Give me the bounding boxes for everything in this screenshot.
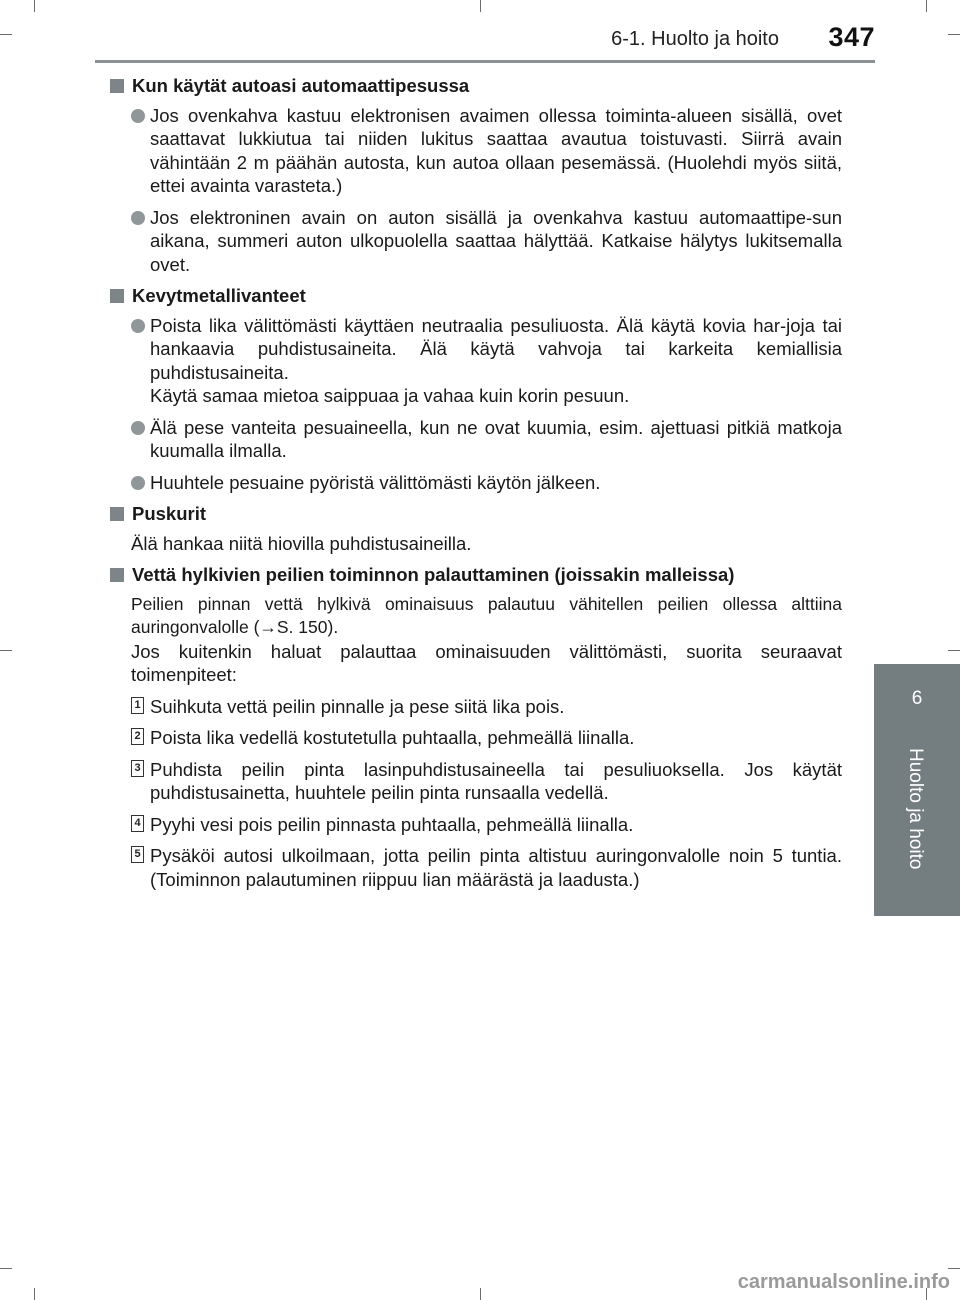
crop-mark bbox=[0, 34, 12, 35]
step-item bbox=[110, 758, 842, 805]
round-bullet-icon bbox=[131, 109, 145, 123]
paragraph-line: Peilien pinnan vettä hylkivä ominaisuus palautuu vähitellen peilien ollessa alttiina auringonvalolle (→S. 150). bbox=[131, 593, 842, 637]
step-text: Suihkuta vettä peilin pinnalle ja pese siitä lika pois. bbox=[150, 695, 565, 717]
heading-text: Kun käytät autoasi automaattipesussa bbox=[132, 75, 470, 96]
chapter-number: 6 bbox=[911, 688, 923, 709]
page-content bbox=[110, 74, 842, 899]
crop-mark bbox=[0, 1268, 12, 1269]
step-number-box: 2 bbox=[131, 728, 144, 745]
step-item bbox=[110, 813, 842, 837]
bullet-text: Käytä samaa mietoa saippuaa ja vahaa kuin korin pesuun. bbox=[150, 385, 630, 406]
square-bullet-icon bbox=[110, 568, 124, 582]
bullet-text: Huuhtele pesuaine pyöristä välittömästi käytön jälkeen. bbox=[150, 471, 601, 493]
step-item bbox=[110, 695, 842, 719]
crop-mark bbox=[480, 1288, 481, 1300]
paragraph-line: Jos kuitenkin haluat palauttaa ominaisuuden välittömästi, suorita seuraavat toimenpiteet: bbox=[131, 640, 842, 685]
bullet-item bbox=[110, 206, 842, 277]
round-bullet-icon bbox=[131, 476, 145, 490]
bullet-item bbox=[110, 416, 842, 463]
paragraph bbox=[110, 593, 842, 687]
step-number-box: 3 bbox=[131, 760, 144, 777]
section-heading bbox=[110, 74, 842, 98]
step-text: Poista lika vedellä kostutetulla puhtaalla, pehmeällä liinalla. bbox=[150, 727, 635, 748]
chapter-label: Huolto ja hoito bbox=[905, 748, 926, 870]
crop-mark bbox=[948, 1268, 960, 1269]
step-item bbox=[110, 844, 842, 891]
section-heading bbox=[110, 502, 842, 526]
section-title: 6-1. Huolto ja hoito bbox=[611, 28, 779, 50]
section-heading bbox=[110, 563, 842, 587]
bullet-item bbox=[110, 104, 842, 198]
heading-text: Vettä hylkivien peilien toiminnon palauttaminen (joissakin malleissa) bbox=[132, 564, 735, 585]
crop-mark bbox=[948, 650, 960, 651]
round-bullet-icon bbox=[131, 319, 145, 333]
step-number-box: 5 bbox=[131, 846, 144, 863]
round-bullet-icon bbox=[131, 421, 145, 435]
step-number-box: 4 bbox=[131, 815, 144, 832]
crop-mark bbox=[34, 1288, 35, 1300]
bullet-text: Älä pese vanteita pesuaineella, kun ne ovat kuumia, esim. ajettuasi pitkiä matkoja kuumalla ilmalla. bbox=[150, 416, 842, 461]
step-number-box: 1 bbox=[131, 697, 144, 714]
square-bullet-icon bbox=[110, 79, 124, 93]
bullet-item bbox=[110, 314, 842, 408]
crop-mark bbox=[948, 34, 960, 35]
step-text: Pysäköi autosi ulkoilmaan, jotta peilin pinta altistuu auringonvalolle noin 5 tuntia. (Toiminnon palautuminen riippuu lian määrästä ja laadusta.) bbox=[150, 845, 842, 890]
bullet-item bbox=[110, 471, 842, 495]
chapter-tab bbox=[874, 664, 960, 916]
step-text: Puhdista peilin pinta lasinpuhdistusaineella tai pesuliuoksella. Jos käytät puhdistusainetta, huuhtele peilin pinta runsaalla vedellä. bbox=[150, 758, 842, 803]
paragraph: Älä hankaa niitä hiovilla puhdistusaineilla. bbox=[131, 532, 472, 554]
crop-mark bbox=[926, 0, 927, 12]
page-number: 347 bbox=[828, 22, 875, 52]
square-bullet-icon bbox=[110, 507, 124, 521]
page-header bbox=[95, 22, 875, 63]
round-bullet-icon bbox=[131, 211, 145, 225]
heading-text: Puskurit bbox=[132, 503, 207, 524]
watermark: carmanualsonline.info bbox=[737, 1271, 950, 1293]
crop-mark bbox=[480, 0, 481, 12]
step-text: Pyyhi vesi pois peilin pinnasta puhtaalla, pehmeällä liinalla. bbox=[150, 813, 634, 835]
bullet-text: Poista lika välittömästi käyttäen neutraalia pesuliuosta. Älä käytä kovia har-joja tai hankaavia puhdistusaineita. Älä käytä vahvoja tai karkeita kemiallisia puhdistusaineita. bbox=[150, 314, 842, 383]
crop-mark bbox=[34, 0, 35, 12]
step-item bbox=[110, 726, 842, 750]
square-bullet-icon bbox=[110, 289, 124, 303]
heading-text: Kevytmetallivanteet bbox=[132, 285, 306, 306]
section-heading bbox=[110, 284, 842, 308]
crop-mark bbox=[0, 650, 12, 651]
bullet-text: Jos elektroninen avain on auton sisällä ja ovenkahva kastuu automaattipe-sun aikana, summeri auton ulkopuolella saattaa hälyttää. Katkaise hälytys lukitsemalla ovet. bbox=[150, 206, 842, 275]
bullet-text: Jos ovenkahva kastuu elektronisen avaimen ollessa toiminta-alueen sisällä, ovet saattavat lukkiutua tai niiden lukitus saattaa avautua toistuvasti. Siirrä avain vähintään 2 m päähän autosta, kun autoa ollaan pesemässä. (Huolehdi myös siitä, ettei avainta varasteta.) bbox=[150, 104, 842, 196]
